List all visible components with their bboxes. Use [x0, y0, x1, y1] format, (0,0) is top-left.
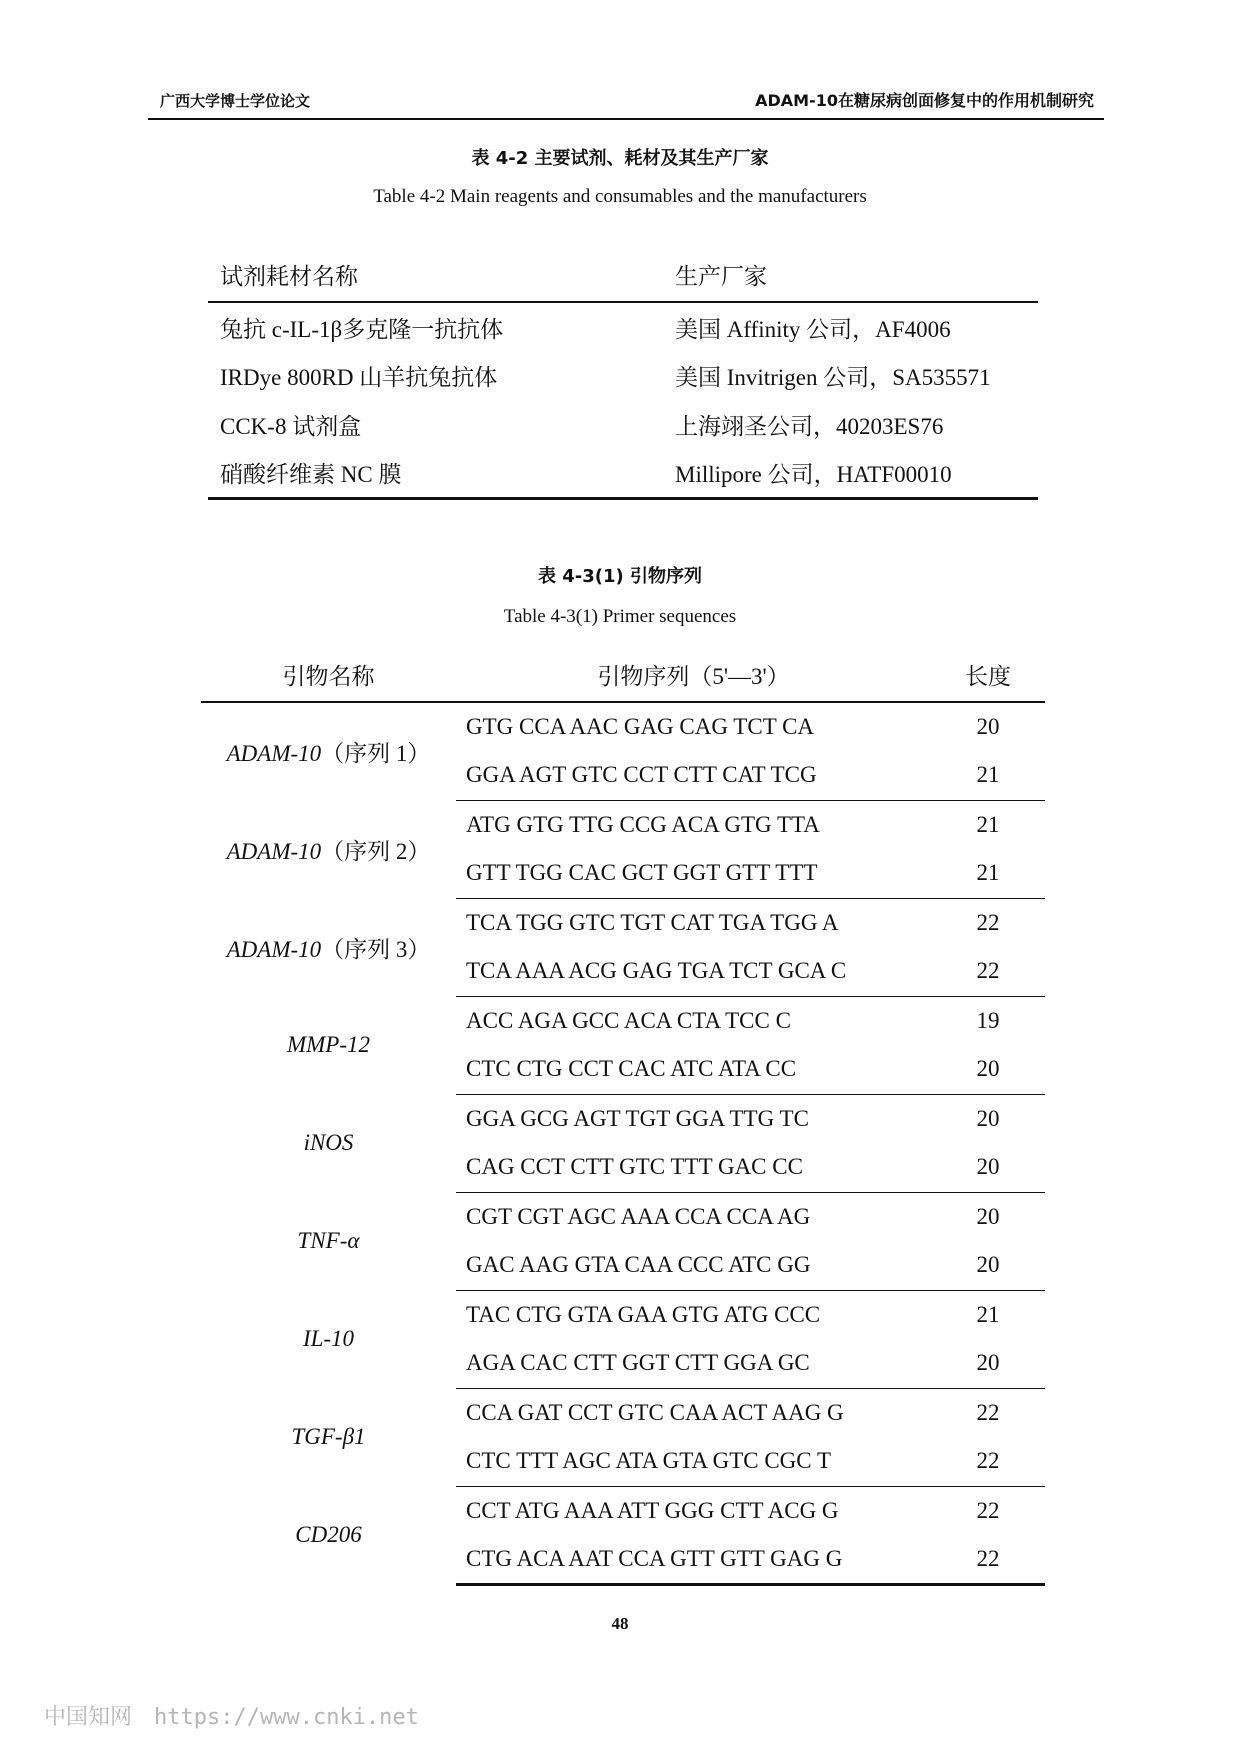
- primer-length: 20: [931, 1241, 1045, 1290]
- primer-sequence: ACC AGA GCC ACA CTA TCC C: [466, 1007, 791, 1033]
- table-row: [201, 1388, 1045, 1437]
- gene-name: ADAM-10: [226, 741, 322, 766]
- table-header-row: [208, 248, 1038, 302]
- primer-sequence: GAC AAG GTA CAA CCC ATC GG: [456, 1241, 931, 1290]
- column-header: 长度: [931, 648, 1045, 702]
- table-4-2-caption-cn: 表 4-2 主要试剂、耗材及其生产厂家: [471, 148, 769, 169]
- running-header: [148, 90, 1104, 120]
- column-header: 试剂耗材名称: [208, 248, 663, 302]
- primer-name: [201, 1290, 456, 1388]
- primer-length: 22: [976, 909, 1000, 935]
- primer-length: 22: [931, 1437, 1045, 1486]
- table-row: [201, 996, 1045, 1045]
- primer-length: 22: [976, 1399, 1000, 1425]
- table-row: [201, 800, 1045, 849]
- gene-name: MMP-12: [286, 1032, 371, 1057]
- primer-name: [201, 996, 456, 1094]
- primer-sequence: GTG CCA AAC GAG CAG TCT CA: [466, 714, 815, 739]
- primer-sequence: CGT CGT AGC AAA CCA CCA AG: [466, 1203, 811, 1229]
- gene-name: TNF-α: [297, 1228, 360, 1253]
- table-row: [208, 302, 1038, 351]
- primer-table: [201, 648, 1045, 1586]
- table-row: [201, 702, 1045, 751]
- reagent-name: IRDye 800RD 山羊抗兔抗体: [220, 365, 498, 390]
- primer-length: 22: [976, 1497, 1000, 1523]
- primer-length: 20: [931, 1045, 1045, 1094]
- primer-length: 21: [976, 1301, 1000, 1327]
- header-thesis-title: 广西大学博士学位论文: [160, 92, 311, 110]
- gene-name: ADAM-10: [226, 936, 322, 962]
- primer-length: 22: [931, 1535, 1045, 1584]
- primer-name: [201, 800, 456, 898]
- primer-length: 20: [931, 1339, 1045, 1388]
- cnki-watermark: [44, 1700, 419, 1731]
- sequence-variant-label: （序列 1）: [321, 741, 431, 766]
- primer-name: [201, 1486, 456, 1584]
- column-header: 引物名称: [201, 648, 456, 702]
- primer-length: 21: [931, 849, 1045, 898]
- gene-name: TGF-β1: [291, 1424, 366, 1449]
- primer-length: 21: [976, 811, 1000, 837]
- primer-sequence: CTG ACA AAT CCA GTT GTT GAG G: [456, 1535, 931, 1584]
- sequence-variant-label: （序列 2）: [321, 838, 431, 864]
- table-row: [208, 449, 1038, 498]
- watermark-url: https://www.cnki.net: [154, 1705, 419, 1730]
- primer-length: 20: [931, 1143, 1045, 1192]
- primer-sequence: CAG CCT CTT GTC TTT GAC CC: [456, 1143, 931, 1192]
- manufacturer: 上海翊圣公司，40203ES76: [675, 414, 944, 439]
- primer-sequence: AGA CAC CTT GGT CTT GGA GC: [456, 1339, 931, 1388]
- manufacturer: 美国 Affinity 公司，AF4006: [675, 316, 951, 342]
- gene-name: IL-10: [302, 1326, 355, 1351]
- primer-sequence: GGA AGT GTC CCT CTT CAT TCG: [456, 751, 931, 800]
- table-4-3-caption-cn: 表 4-3(1) 引物序列: [537, 566, 703, 587]
- table-4-2-caption-en: Table 4-2 Main reagents and consumables and the manufacturers: [373, 186, 867, 207]
- primer-name: [201, 1388, 456, 1486]
- primer-name: [201, 898, 456, 996]
- primer-table-body: [201, 702, 1045, 1584]
- table-row: [208, 351, 1038, 400]
- reagent-name: CCK-8 试剂盒: [220, 414, 362, 439]
- column-header: 生产厂家: [663, 248, 1038, 302]
- primer-sequence: CTC CTG CCT CAC ATC ATA CC: [456, 1045, 931, 1094]
- column-header: 引物序列（5'—3'）: [456, 648, 931, 702]
- page-number: 48: [611, 1614, 629, 1633]
- primer-sequence: CCA GAT CCT GTC CAA ACT AAG G: [466, 1399, 844, 1425]
- primer-length: 22: [931, 947, 1045, 996]
- manufacturer: 美国 Invitrigen 公司，SA535571: [675, 365, 991, 390]
- primer-name: [201, 702, 456, 800]
- table-4-3-caption-en: Table 4-3(1) Primer sequences: [503, 606, 737, 627]
- reagent-name: 硝酸纤维素 NC 膜: [208, 449, 663, 498]
- primer-sequence: GTT TGG CAC GCT GGT GTT TTT: [456, 849, 931, 898]
- table-row: [201, 1290, 1045, 1339]
- manufacturer: Millipore 公司，HATF00010: [663, 449, 1038, 498]
- reagents-table: [208, 248, 1038, 500]
- table-row: [201, 898, 1045, 947]
- primer-length: 19: [976, 1007, 1000, 1033]
- primer-length: 20: [976, 714, 1000, 739]
- gene-name: ADAM-10: [226, 838, 322, 864]
- primer-name: [201, 1094, 456, 1192]
- primer-sequence: CTC TTT AGC ATA GTA GTC CGC T: [456, 1437, 931, 1486]
- primer-sequence: TCA TGG GTC TGT CAT TGA TGG A: [466, 909, 839, 935]
- gene-name: iNOS: [303, 1130, 354, 1155]
- primer-length: 21: [931, 751, 1045, 800]
- primer-sequence: TCA AAA ACG GAG TGA TCT GCA C: [456, 947, 931, 996]
- primer-length: 20: [976, 1203, 1000, 1229]
- primer-name: [201, 1192, 456, 1290]
- table-header-row: [201, 648, 1045, 702]
- table-row: [208, 400, 1038, 449]
- primer-sequence: TAC CTG GTA GAA GTG ATG CCC: [466, 1301, 821, 1327]
- watermark-cn: 中国知网: [44, 1705, 133, 1730]
- table-row: [201, 1192, 1045, 1241]
- primer-sequence: ATG GTG TTG CCG ACA GTG TTA: [466, 811, 820, 837]
- primer-sequence: GGA GCG AGT TGT GGA TTG TC: [466, 1105, 809, 1131]
- table-row: [201, 1486, 1045, 1535]
- sequence-variant-label: （序列 3）: [321, 936, 431, 962]
- primer-length: 20: [976, 1105, 1000, 1131]
- header-chapter-title: ADAM-10在糖尿病创面修复中的作用机制研究: [755, 91, 1094, 110]
- table-row: [201, 1094, 1045, 1143]
- primer-sequence: CCT ATG AAA ATT GGG CTT ACG G: [466, 1497, 839, 1523]
- reagent-name: 兔抗 c-IL-1β多克隆一抗抗体: [220, 316, 504, 342]
- gene-name: CD206: [295, 1522, 362, 1547]
